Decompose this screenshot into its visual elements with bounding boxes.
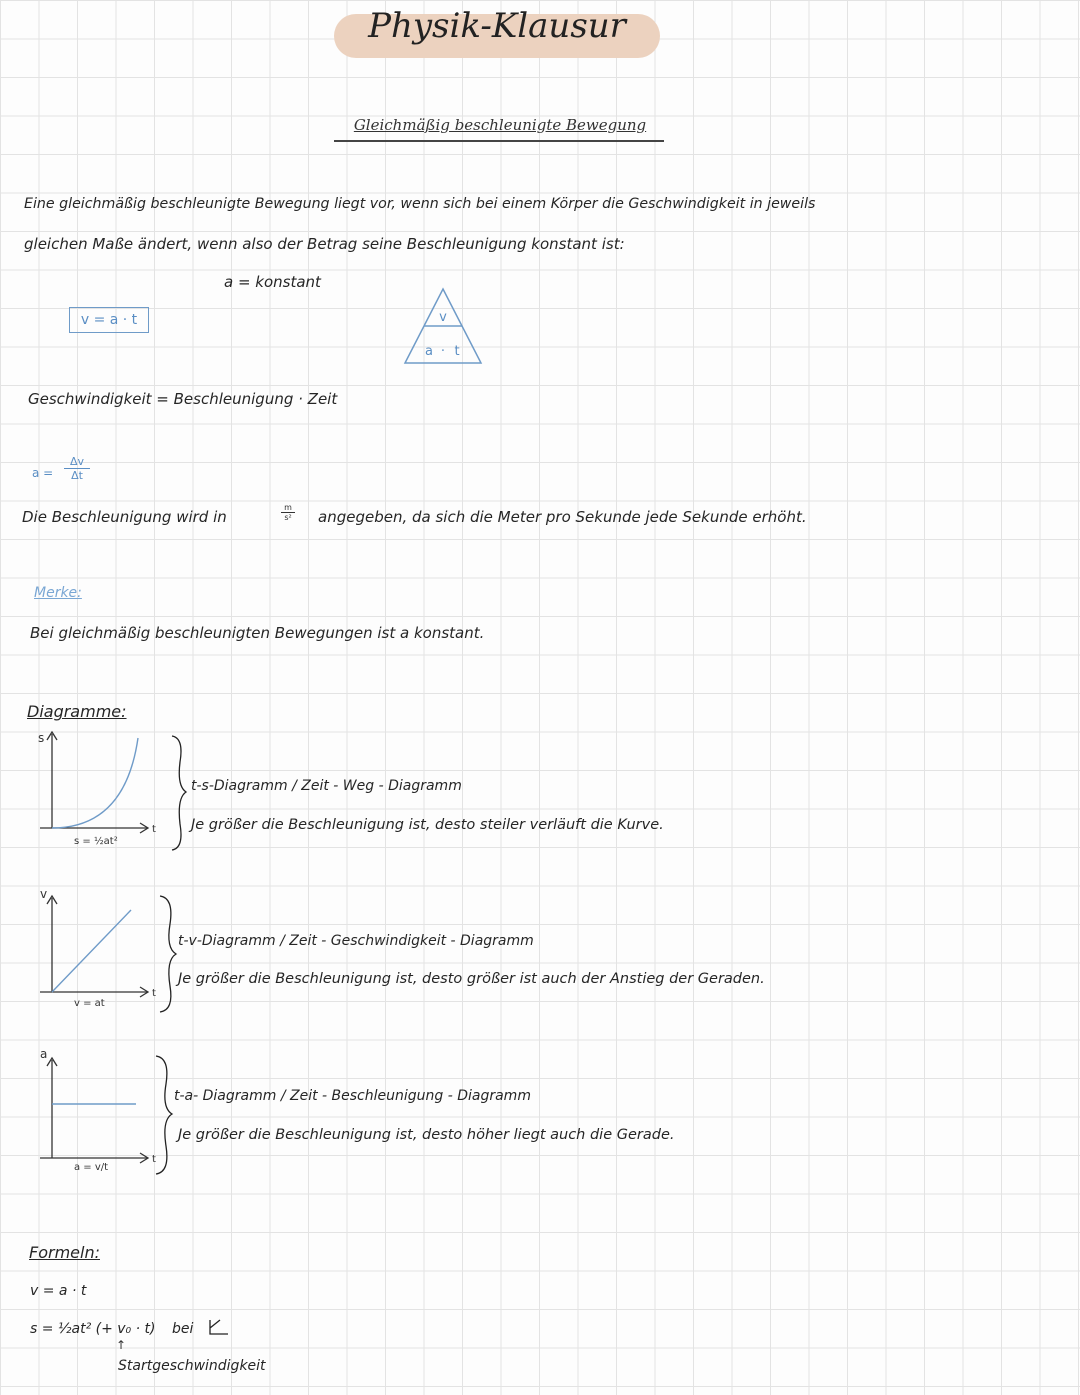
diagrams-heading: Diagramme: (27, 702, 127, 721)
unit-numerator: m (281, 503, 295, 513)
s-t-formula: s = ½at² (74, 836, 118, 847)
page-title: Physik-Klausur (368, 6, 626, 46)
a-t-x-label: t (152, 1154, 156, 1165)
triangle-top-v: v (439, 310, 447, 325)
v-t-line (52, 910, 131, 992)
unit-denominator: s² (284, 513, 292, 522)
formula-distance: s = ½at² (+ v₀ · t) (30, 1321, 156, 1337)
accel-numerator: Δv (64, 455, 90, 469)
v-t-formula: v = at (74, 998, 105, 1009)
accel-formula-lhs: a = (32, 466, 54, 480)
subtitle-underline (334, 140, 664, 142)
unit-fraction (281, 503, 295, 522)
s-t-title: t-s-Diagramm / Zeit - Weg - Diagramm (191, 778, 462, 794)
v-t-brace (156, 894, 180, 1014)
merke-label: Merke: (34, 585, 82, 601)
triangle-bottom-dot: · (440, 344, 446, 359)
accel-denominator: Δt (71, 469, 83, 482)
a-t-brace (152, 1054, 176, 1176)
v-t-y-label: v (40, 887, 48, 901)
checkmark-icon (206, 1318, 232, 1338)
a-t-formula: a = v/t (74, 1162, 109, 1173)
v-t-diagram (30, 888, 160, 1008)
page-subtitle: Gleichmäßig beschleunigte Bewegung (353, 116, 647, 134)
constant-statement: a = konstant (224, 273, 321, 291)
a-t-diagram (30, 1044, 160, 1172)
merke-text: Bei gleichmäßig beschleunigten Bewegungen ist a konstant. (30, 624, 485, 642)
v-t-title: t-v-Diagramm / Zeit - Geschwindigkeit - Diagramm (178, 933, 534, 949)
a-t-desc: Je größer die Beschleunigung ist, desto höher liegt auch die Gerade. (178, 1127, 675, 1143)
s-t-y-label: s (38, 731, 45, 745)
word-equation: Geschwindigkeit = Beschleunigung · Zeit (28, 390, 338, 408)
s-t-curve (52, 738, 138, 828)
intro-line-2: gleichen Maße ändert, wenn also der Betrag seine Beschleunigung konstant ist: (24, 235, 625, 253)
start-velocity-label: Startgeschwindigkeit (118, 1358, 266, 1374)
s-t-x-label: t (152, 824, 156, 835)
formula-note: bei (172, 1321, 194, 1337)
formula-triangle (403, 287, 483, 367)
s-t-brace (168, 734, 190, 852)
a-t-y-label: a (40, 1047, 48, 1061)
a-t-title: t-a- Diagramm / Zeit - Beschleunigung - Diagramm (174, 1088, 531, 1104)
intro-line-1: Eine gleichmäßig beschleunigte Bewegung liegt vor, wenn sich bei einem Körper die Geschwindigkeit in jeweils (24, 196, 816, 212)
accel-formula-fraction (64, 455, 90, 482)
formula-velocity: v = a · t (30, 1283, 87, 1299)
v-t-desc: Je größer die Beschleunigung ist, desto größer ist auch der Anstieg der Geraden. (178, 971, 765, 987)
unit-sentence-start: Die Beschleunigung wird in (22, 508, 227, 526)
s-t-diagram (30, 728, 160, 847)
formulas-heading: Formeln: (29, 1243, 100, 1262)
triangle-bottom-t: t (454, 344, 460, 359)
s-t-desc: Je größer die Beschleunigung ist, desto steiler verläuft die Kurve. (191, 817, 664, 833)
formula-box: v = a · t (69, 307, 149, 333)
unit-sentence-end: angegeben, da sich die Meter pro Sekunde jede Sekunde erhöht. (318, 508, 807, 526)
start-arrow: ↑ (116, 1338, 127, 1352)
triangle-bottom-a: a (425, 344, 433, 359)
v-t-x-label: t (152, 988, 156, 999)
